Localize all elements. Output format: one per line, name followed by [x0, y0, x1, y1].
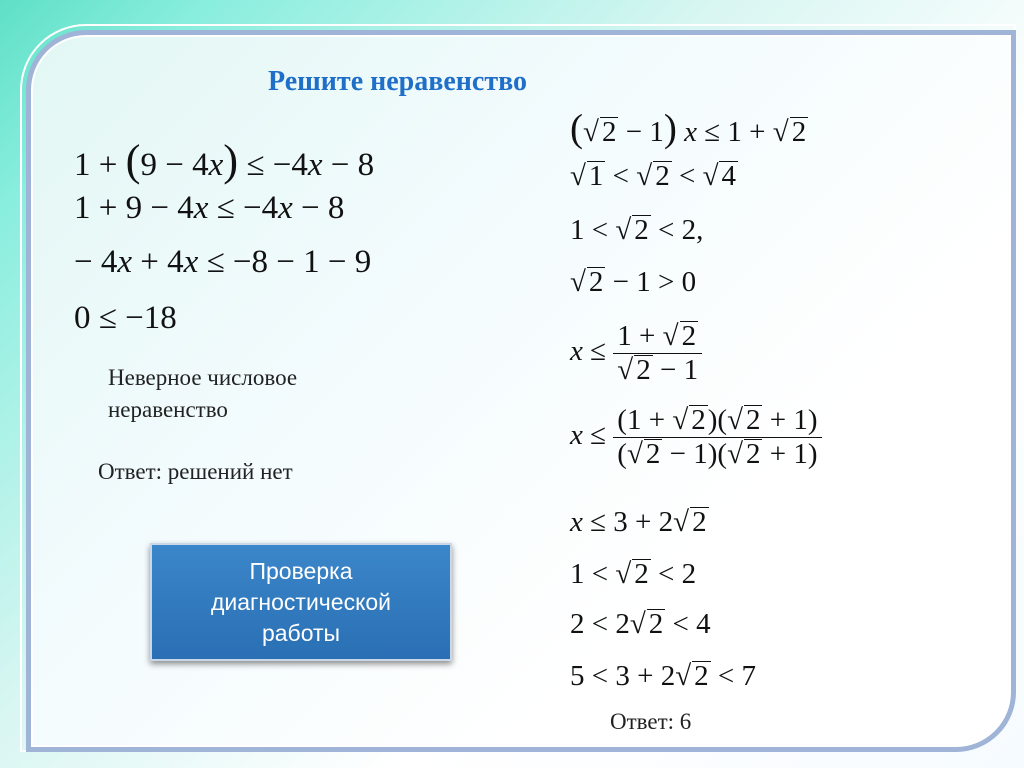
right-step-10: 5 < 3 + 2√ 2 < 7	[570, 660, 756, 692]
right-step-1: (√ 2 − 1) x ≤ 1 + √ 2	[570, 107, 807, 150]
right-step-6: x ≤ $\frac{(1 + √ 2)(√ 2 + 1)}{(√ 2 - 1)(√ 2 + 1)}$	[570, 404, 822, 471]
left-step-3: − 4x + 4x ≤ −8 − 1 − 9	[74, 244, 372, 280]
right-step-9: 2 < 2√ 2 < 4	[570, 608, 711, 640]
answer-left: Ответ: решений нет	[98, 459, 293, 484]
left-step-1: 1 + (9 − 4x) ≤ −4x − 8	[74, 135, 375, 185]
right-step-3: 1 < √ 2 < 2,	[570, 214, 704, 246]
left-step-2: 1 + 9 − 4x ≤ −4x − 8	[74, 190, 345, 226]
right-step-4: √ 2 − 1 > 0	[570, 266, 697, 298]
right-step-8: 1 < √ 2 < 2	[570, 558, 697, 590]
fraction: $\frac{1 + √ 2}{√ 2 - 1}$	[613, 320, 702, 387]
fraction: $\frac{(1 + √ 2)(√ 2 + 1)}{(√ 2 - 1)(√ 2 + 1)}$	[613, 404, 821, 471]
right-step-7: x ≤ 3 + 2√ 2	[570, 506, 707, 538]
right-step-2: √ 1 < √ 2 < √ 4	[570, 160, 736, 192]
right-step-5: x ≤ $\frac{1 + √ 2}{√ 2 - 1}$	[570, 320, 702, 387]
slide-title: Решите неравенство	[268, 66, 528, 97]
invalid-inequality-note: Неверное числовое неравенство	[108, 365, 298, 422]
left-step-4: 0 ≤ −18	[74, 300, 177, 336]
check-diagnostic-work-button[interactable]: Проверка диагностической работы	[150, 543, 452, 661]
answer-right: Ответ: 6	[610, 709, 692, 734]
